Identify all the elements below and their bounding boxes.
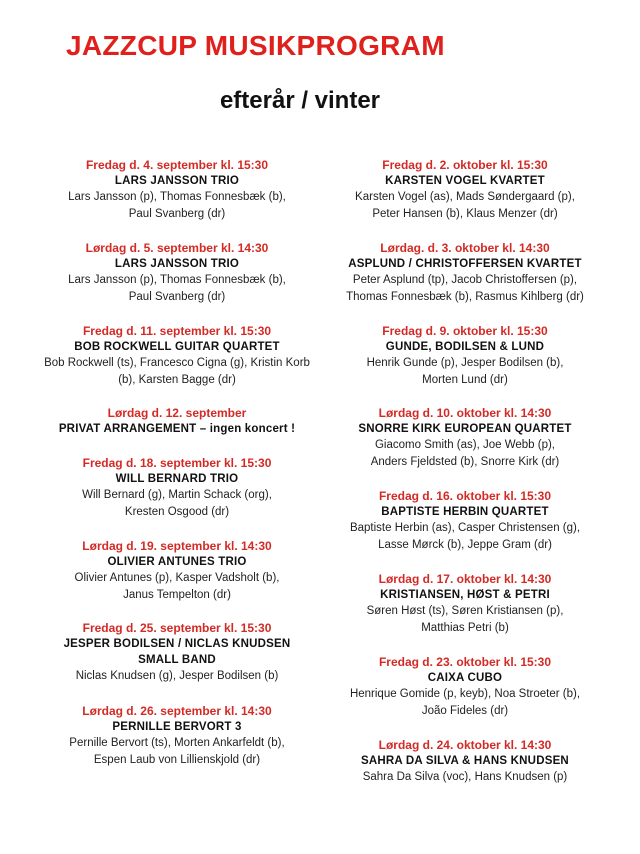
event-musicians-line: (b), Karsten Bagge (dr) — [118, 374, 236, 386]
event-musicians-line: Thomas Fonnesbæk (b), Rasmus Kihlberg (dr) — [346, 291, 584, 303]
event-musicians-line: Sahra Da Silva (voc), Hans Knudsen (p) — [362, 771, 568, 783]
event-date: Lørdag d. 24. oktober kl. 14:30 — [378, 738, 552, 752]
event-act: SNORRE KIRK EUROPEAN QUARTET — [358, 423, 572, 435]
event-musicians-line: Matthias Petri (b) — [421, 622, 509, 634]
event-item — [322, 323, 608, 389]
event-date: Fredag d. 18. september kl. 15:30 — [82, 456, 272, 470]
event-act: BOB ROCKWELL GUITAR QUARTET — [74, 341, 280, 353]
event-musicians-line: Anders Fjeldsted (b), Snorre Kirk (dr) — [370, 456, 560, 468]
event-act-line-2: SMALL BAND — [138, 654, 216, 666]
event-date: Fredag d. 9. oktober kl. 15:30 — [382, 324, 548, 338]
event-item — [34, 157, 320, 223]
event-act: JESPER BODILSEN / NICLAS KNUDSEN — [63, 638, 291, 650]
event-musicians-line: Niclas Knudsen (g), Jesper Bodilsen (b) — [75, 670, 279, 682]
event-item — [322, 737, 608, 786]
event-musicians-line: Lars Jansson (p), Thomas Fonnesbæk (b), — [68, 274, 286, 286]
event-musicians-line: Bob Rockwell (ts), Francesco Cigna (g), Kristin Korb — [44, 357, 310, 369]
event-item — [322, 571, 608, 637]
event-musicians-line: Espen Laub von Lillienskjold (dr) — [93, 754, 261, 766]
event-item — [34, 323, 320, 389]
event-date: Fredag d. 16. oktober kl. 15:30 — [378, 489, 552, 503]
event-musicians-line: Peter Asplund (tp), Jacob Christoffersen (p), — [352, 274, 578, 286]
event-item — [34, 455, 320, 521]
event-act: BAPTISTE HERBIN QUARTET — [381, 506, 549, 518]
event-item — [34, 703, 320, 769]
event-musicians-line: Peter Hansen (b), Klaus Menzer (dr) — [372, 208, 558, 220]
event-item — [34, 240, 320, 306]
event-musicians-line: Pernille Bervort (ts), Morten Ankarfeldt (b), — [69, 737, 285, 749]
event-act: OLIVIER ANTUNES TRIO — [107, 556, 247, 568]
event-date: Fredag d. 2. oktober kl. 15:30 — [382, 158, 548, 172]
event-musicians-line: Paul Svanberg (dr) — [128, 208, 226, 220]
event-item — [34, 620, 320, 685]
event-act: KRISTIANSEN, HØST & PETRI — [380, 589, 550, 601]
page-subtitle: efterår / vinter — [219, 87, 381, 114]
event-act: LARS JANSSON TRIO — [114, 258, 240, 270]
event-act: PERNILLE BERVORT 3 — [112, 721, 242, 733]
event-act: PRIVAT ARRANGEMENT – ingen koncert ! — [58, 423, 296, 435]
event-musicians-line: Lasse Mørck (b), Jeppe Gram (dr) — [378, 539, 552, 551]
event-act: ASPLUND / CHRISTOFFERSEN KVARTET — [348, 258, 582, 270]
event-musicians-line: Karsten Vogel (as), Mads Søndergaard (p), — [355, 191, 575, 203]
page-title: JAZZCUP MUSIKPROGRAM — [66, 30, 445, 61]
event-date: Lørdag d. 17. oktober kl. 14:30 — [378, 572, 552, 586]
event-date: Fredag d. 23. oktober kl. 15:30 — [378, 655, 552, 669]
event-musicians-line: Baptiste Herbin (as), Casper Christensen (g), — [349, 522, 581, 534]
event-musicians-line: Lars Jansson (p), Thomas Fonnesbæk (b), — [68, 191, 286, 203]
event-date: Lørdag d. 5. september kl. 14:30 — [85, 241, 269, 255]
event-item — [322, 240, 608, 306]
event-musicians-line: Henrik Gunde (p), Jesper Bodilsen (b), — [366, 357, 564, 369]
event-act: SAHRA DA SILVA & HANS KNUDSEN — [361, 755, 569, 767]
event-musicians-line: Will Bernard (g), Martin Schack (org), — [82, 489, 272, 501]
event-date: Lørdag d. 12. september — [107, 406, 247, 420]
event-musicians-line: Kresten Osgood (dr) — [124, 506, 230, 518]
event-musicians-line: Giacomo Smith (as), Joe Webb (p), — [374, 439, 555, 451]
event-act: GUNDE, BODILSEN & LUND — [385, 341, 545, 353]
event-item — [322, 488, 608, 554]
event-date: Fredag d. 4. september kl. 15:30 — [85, 158, 269, 172]
event-act: LARS JANSSON TRIO — [114, 175, 240, 187]
event-musicians-line: Olivier Antunes (p), Kasper Vadsholt (b), — [74, 572, 280, 584]
event-item — [34, 538, 320, 604]
event-date: Lørdag. d. 3. oktober kl. 14:30 — [380, 241, 550, 255]
event-act: CAIXA CUBO — [427, 672, 503, 684]
event-date: Fredag d. 25. september kl. 15:30 — [82, 621, 272, 635]
event-musicians-line: Janus Tempelton (dr) — [123, 589, 231, 601]
event-musicians-line: Henrique Gomide (p, keyb), Noa Stroeter (b), — [349, 688, 581, 700]
event-act: KARSTEN VOGEL KVARTET — [385, 175, 545, 187]
event-date: Lørdag d. 19. september kl. 14:30 — [82, 539, 272, 553]
event-musicians-line: Paul Svanberg (dr) — [128, 291, 226, 303]
event-date: Lørdag d. 10. oktober kl. 14:30 — [378, 406, 552, 420]
event-musicians-line: Morten Lund (dr) — [422, 374, 508, 386]
event-item — [34, 405, 320, 437]
event-item — [322, 654, 608, 720]
event-act: WILL BERNARD TRIO — [115, 473, 239, 485]
event-item — [322, 157, 608, 223]
event-date: Fredag d. 11. september kl. 15:30 — [82, 324, 272, 338]
event-item — [322, 405, 608, 471]
event-date: Lørdag d. 26. september kl. 14:30 — [82, 704, 272, 718]
event-musicians-line: João Fideles (dr) — [421, 705, 509, 717]
event-musicians-line: Søren Høst (ts), Søren Kristiansen (p), — [366, 605, 564, 617]
